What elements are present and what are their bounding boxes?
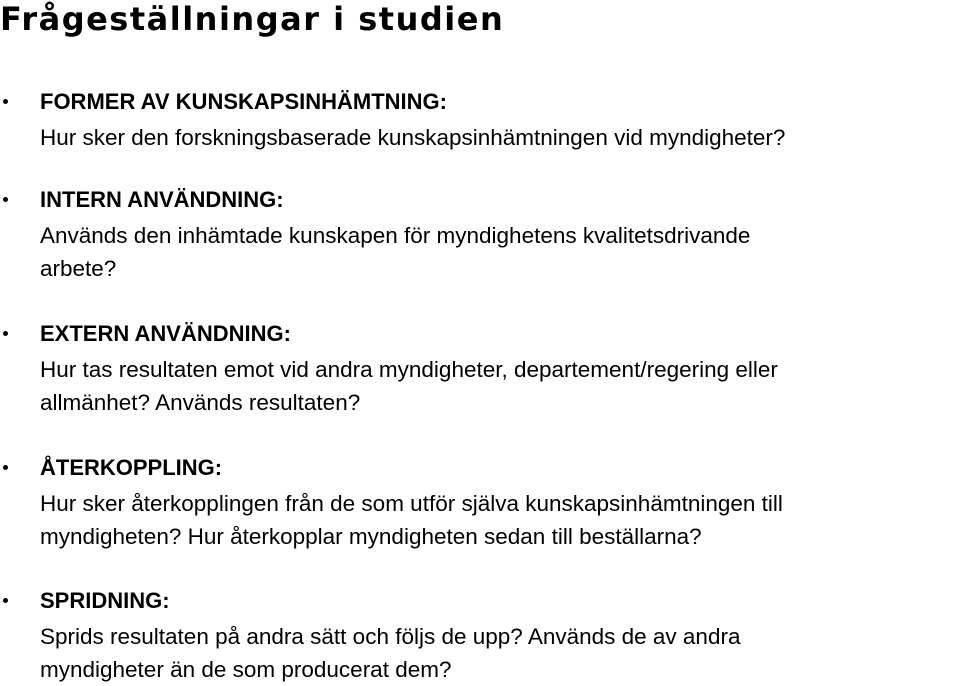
item-heading: FORMER AV KUNSKAPSINHÄMTNING: bbox=[40, 89, 447, 114]
bullet-icon bbox=[3, 99, 8, 104]
item-text bbox=[40, 353, 958, 419]
item-text-line: Sprids resultaten på andra sätt och följs de upp? Används de av andra bbox=[40, 624, 741, 649]
item-text bbox=[40, 620, 958, 686]
item-text bbox=[40, 121, 958, 154]
item-heading: SPRIDNING: bbox=[40, 588, 170, 613]
bullet-icon bbox=[3, 465, 8, 470]
item-heading: ÅTERKOPPLING: bbox=[40, 455, 223, 480]
item-text-line: arbete? bbox=[40, 256, 117, 281]
bullet-icon bbox=[3, 331, 8, 336]
item-text-line: Hur tas resultaten emot vid andra myndigheter, departement/regering eller bbox=[40, 357, 778, 382]
item-text-line: myndigheter än de som producerat dem? bbox=[40, 657, 452, 682]
item-text bbox=[40, 487, 958, 553]
item-text bbox=[40, 219, 958, 285]
item-text-line: myndigheten? Hur återkopplar myndigheten sedan till beställarna? bbox=[40, 524, 702, 549]
bullet-icon bbox=[3, 197, 8, 202]
bullet-icon bbox=[3, 598, 8, 603]
item-heading: EXTERN ANVÄNDNING: bbox=[40, 321, 291, 346]
item-text-line: Hur sker den forskningsbaserade kunskapsinhämtningen vid myndigheter? bbox=[40, 125, 786, 150]
item-text-line: Hur sker återkopplingen från de som utför själva kunskapsinhämtningen till bbox=[40, 491, 783, 516]
item-text-line: Används den inhämtade kunskapen för myndighetens kvalitetsdrivande bbox=[40, 223, 751, 248]
slide-title: Frågeställningar i studien bbox=[0, 0, 505, 38]
item-heading: INTERN ANVÄNDNING: bbox=[40, 187, 284, 212]
item-text-line: allmänhet? Används resultaten? bbox=[40, 390, 361, 415]
